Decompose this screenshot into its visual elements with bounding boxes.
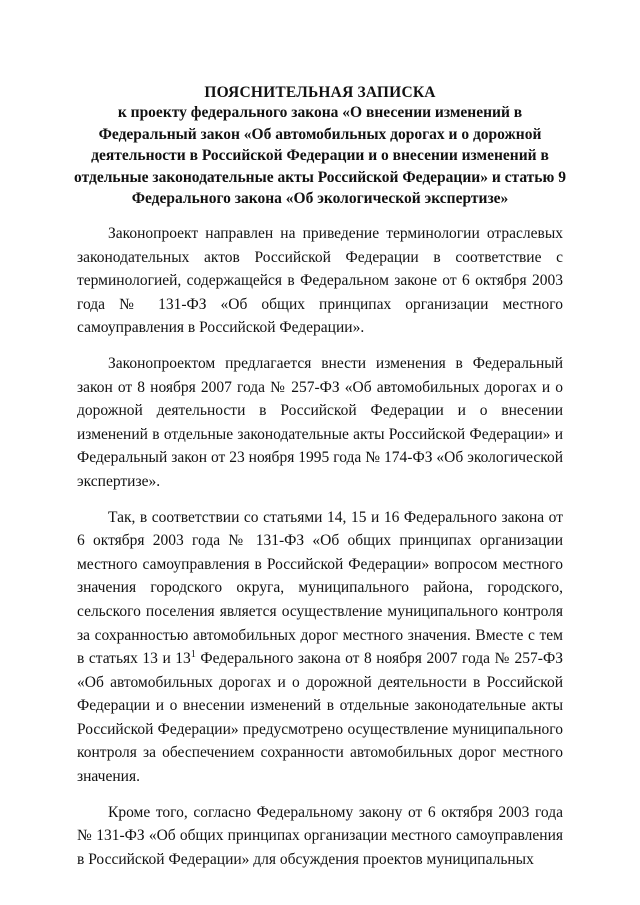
paragraph-legal-basis <box>77 506 563 789</box>
paragraph-legal-basis-text-start: Так, в соответствии со статьями 14, 15 и 16 Федерального закона от 6 октября 2003 года № 131-ФЗ «Об общих принципах организации местного самоуправления в Российской Федерации» вопросом местного значения городского округа, муниципального района, городского, сельского поселения является осуществление муниципального контроля за сохранностью автомобильных дорог местного значения. Вместе с тем в статьях 13 и 13 <box>77 508 563 668</box>
paragraph-proposed-changes: Законопроектом предлагается внести изменения в Федеральный закон от 8 ноября 2007 года № 257-ФЗ «Об автомобильных дорогах и о дорожной деятельности в Российской Федерации и о внесении изменений в отдельные законодательные акты Российской Федерации» и Федеральный закон от 23 ноября 1995 года № 174-ФЗ «Об экологической экспертизе». <box>77 354 563 490</box>
article-superscript: 1 <box>190 648 196 660</box>
document-subtitle: к проекту федерального закона «О внесении изменений в Федеральный закон «Об автомобильных дорогах и о дорожной деятельности в Российской Федерации и о внесении изменений в отдельные законодательные акты Российской Федерации» и статью 9 Федерального закона «Об экологической экспертизе» <box>74 104 566 207</box>
document-body <box>77 222 563 883</box>
document-title: ПОЯСНИТЕЛЬНАЯ ЗАПИСКА <box>204 84 436 101</box>
paragraph-legal-basis-text-end: Федерального закона от 8 ноября 2007 года № 257-ФЗ «Об автомобильных дорогах и о дорожной деятельности в Российской Федерации и о внесении изменений в отдельные законодательные акты Российской Федерации» предусмотрено осуществление муниципального контроля за обеспечением сохранности автомобильных дорог местного значения. <box>77 650 563 786</box>
paragraph-purpose: Законопроект направлен на приведение терминологии отраслевых законодательных актов Российской Федерации в соответствие с терминологией, содержащейся в Федеральном законе от 6 октября 2003 года № 131-ФЗ «Об общих принципах организации местного самоуправления в Российской Федерации». <box>77 225 563 337</box>
paragraph-additional: Кроме того, согласно Федеральному закону от 6 октября 2003 года № 131-ФЗ «Об общих принципах организации местного самоуправления в Российской Федерации» для обсуждения проектов муниципальных <box>77 803 563 868</box>
